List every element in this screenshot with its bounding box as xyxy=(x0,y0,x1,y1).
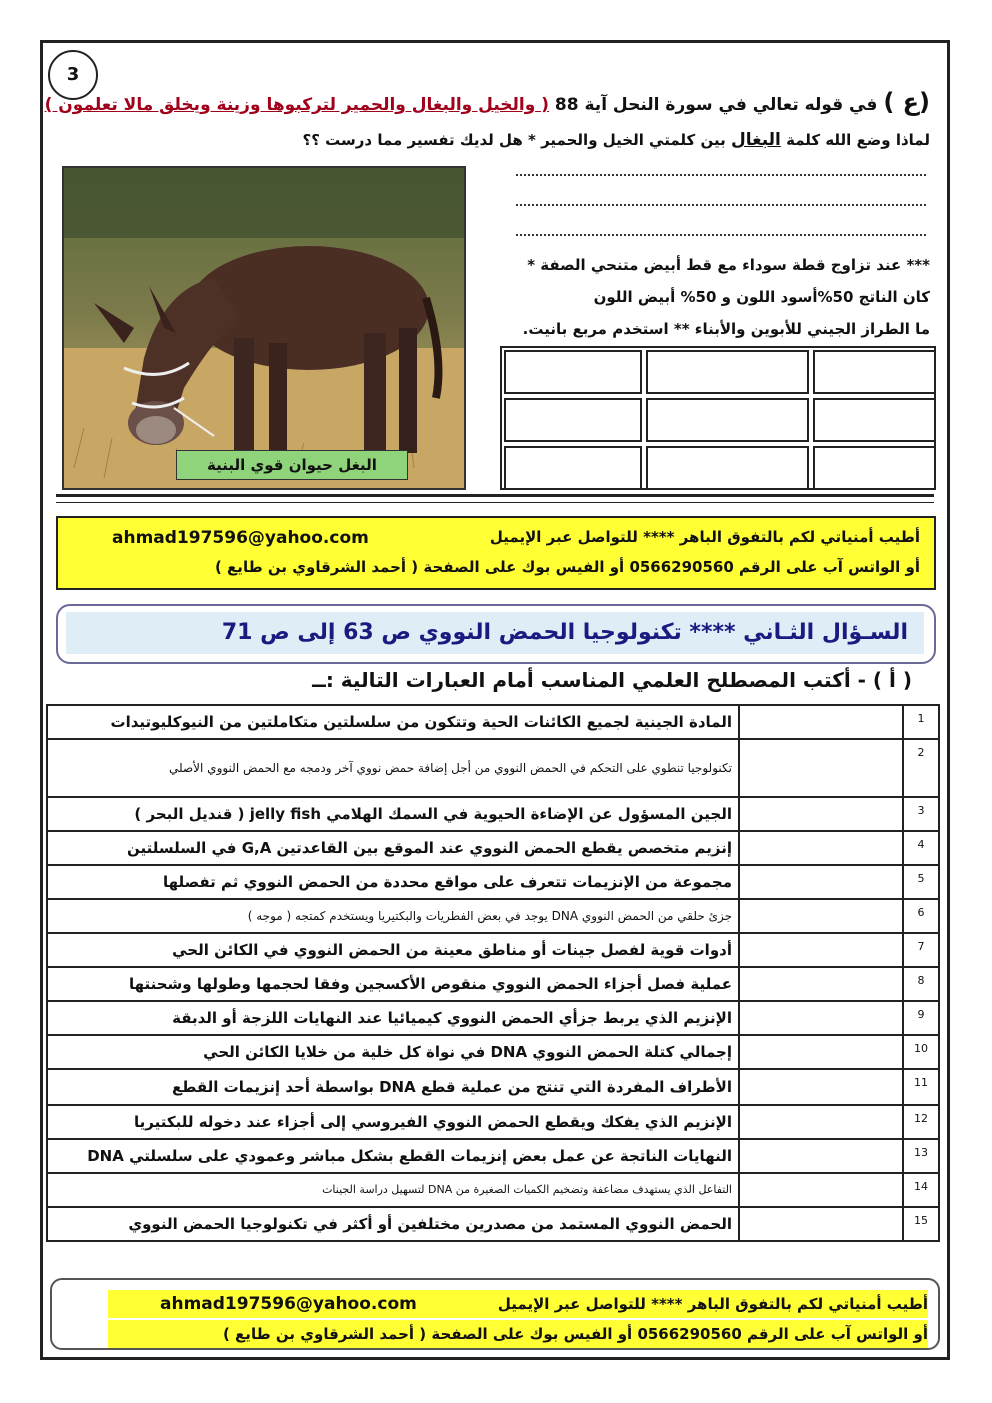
answer-dotted-line[interactable] xyxy=(516,234,926,236)
statement: الحمض النووي المستمد من مصدرين مختلفين أو أكثر في تكنولوجيا الحمض النووي xyxy=(47,1207,739,1241)
statement: النهايات الناتجة عن عمل بعض إنزيمات القطع بشكل مباشر وعمودي على سلسلتي DNA xyxy=(47,1139,739,1173)
answer-cell[interactable] xyxy=(739,1001,903,1035)
punnett-cell[interactable] xyxy=(813,350,936,394)
punnett-cell[interactable] xyxy=(504,398,642,442)
table-row xyxy=(47,899,939,933)
cat-problem-line1: *** عند تزاوج قطة سوداء مع قط أبيض متنحي الصفة * xyxy=(527,256,930,274)
row-number: 5 xyxy=(903,865,939,899)
statement: الجين المسؤول عن الإضاءة الحيوية في السمك الهلامي jelly fish ( قنديل البحر ) xyxy=(47,797,739,831)
question-two-title: السـؤال الثـاني **** تكنولوجيا الحمض النووي ص 63 إلى ص 71 xyxy=(66,612,924,654)
mule-illustration xyxy=(64,168,464,488)
table-row xyxy=(47,1001,939,1035)
row-number: 9 xyxy=(903,1001,939,1035)
table-row xyxy=(47,1207,939,1241)
cat-problem-line2: كان الناتج 50%أسود اللون و 50% أبيض اللون xyxy=(593,288,930,306)
mule-question-post: بين كلمتي الخيل والحمير * هل لديك تفسير مما درست ؟؟ xyxy=(302,131,726,149)
row-number: 12 xyxy=(903,1105,939,1139)
mule-photo xyxy=(62,166,466,490)
row-number: 4 xyxy=(903,831,939,865)
contact-greeting-row xyxy=(108,1290,928,1318)
table-row xyxy=(47,797,939,831)
terms-table xyxy=(46,704,940,1242)
table-row xyxy=(47,831,939,865)
punnett-square xyxy=(500,346,936,490)
table-row xyxy=(47,865,939,899)
mule-question xyxy=(80,130,930,150)
statement: جزئ حلقي من الحمض النووي DNA يوجد في بعض الفطريات والبكتيريا ويستخدم كمتجه ( موجه ) xyxy=(47,899,739,933)
statement: عملية فصل أجزاء الحمض النووي منقوص الأكسجين وفقا لحجمها وطولها وشحنتها xyxy=(47,967,739,1001)
statement: الأطراف المفردة التي تنتج من عملية قطع DNA بواسطة أحد إنزيمات القطع xyxy=(47,1069,739,1105)
page-number: 3 xyxy=(48,50,98,100)
row-number: 10 xyxy=(903,1035,939,1069)
table-row xyxy=(47,933,939,967)
answer-cell[interactable] xyxy=(739,831,903,865)
contact-whatsapp: أو الواتس آب على الرقم 0566290560 أو الفيس بوك على الصفحة ( أحمد الشرقاوي بن طايع ) xyxy=(214,558,920,576)
punnett-cell[interactable] xyxy=(646,398,809,442)
statement: إجمالي كتلة الحمض النووي DNA في نواة كل خلية من خلايا الكائن الحي xyxy=(47,1035,739,1069)
answer-cell[interactable] xyxy=(739,865,903,899)
contact-greeting: أطيب أمنياتي لكم بالتفوق الباهر **** للتواصل عبر الإيميل xyxy=(489,528,920,546)
statement: الإنزيم الذي يربط جزأي الحمض النووي كيميائيا عند النهايات اللزجة أو الدبقة xyxy=(47,1001,739,1035)
verse-intro: في قوله تعالي في سورة النحل آية 88 xyxy=(554,95,878,115)
answer-dotted-line[interactable] xyxy=(516,174,926,176)
row-number: 14 xyxy=(903,1173,939,1207)
table-row xyxy=(47,1035,939,1069)
answer-cell[interactable] xyxy=(739,797,903,831)
row-number: 2 xyxy=(903,739,939,797)
row-number: 1 xyxy=(903,705,939,739)
table-row xyxy=(47,1173,939,1207)
answer-cell[interactable] xyxy=(739,967,903,1001)
punnett-cell[interactable] xyxy=(504,350,642,394)
contact-email[interactable]: ahmad197596@yahoo.com xyxy=(160,1294,417,1314)
answer-cell[interactable] xyxy=(739,1035,903,1069)
answer-cell[interactable] xyxy=(739,1207,903,1241)
mule-question-pre: لماذا وضع الله كلمة xyxy=(786,131,930,149)
verse-line xyxy=(44,88,930,116)
row-number: 11 xyxy=(903,1069,939,1105)
punnett-cell[interactable] xyxy=(813,446,936,490)
contact-greeting-row xyxy=(72,528,920,546)
row-number: 3 xyxy=(903,797,939,831)
contact-whatsapp: أو الواتس آب على الرقم 0566290560 أو الفيس بوك على الصفحة ( أحمد الشرقاوي بن طايع ) xyxy=(108,1320,928,1348)
cat-problem-line3: ما الطراز الجيني للأبوين والأبناء ** استخدم مربع بانيت. xyxy=(522,320,930,338)
section-divider xyxy=(56,502,934,503)
answer-cell[interactable] xyxy=(739,1139,903,1173)
punnett-cell[interactable] xyxy=(646,350,809,394)
punnett-cell[interactable] xyxy=(504,446,642,490)
verse-text: ( والخيل والبغال والحمير لتركبوها وزينة ويخلق مالا تعلمون ) xyxy=(44,95,549,115)
statement: مجموعة من الإنزيمات تتعرف على مواقع محددة من الحمض النووي ثم تفصلها xyxy=(47,865,739,899)
row-number: 8 xyxy=(903,967,939,1001)
answer-cell[interactable] xyxy=(739,899,903,933)
question-letter: (ع ) xyxy=(883,88,930,116)
table-row xyxy=(47,967,939,1001)
punnett-cell[interactable] xyxy=(646,446,809,490)
statement: تكنولوجيا تنطوي على التحكم في الحمض النووي من أجل إضافة حمض نووي آخر ودمجه مع الحمض النووي الأصلي xyxy=(47,739,739,797)
row-number: 13 xyxy=(903,1139,939,1173)
answer-cell[interactable] xyxy=(739,933,903,967)
answer-dotted-line[interactable] xyxy=(516,204,926,206)
mule-word: البغال xyxy=(730,130,781,150)
answer-cell[interactable] xyxy=(739,1105,903,1139)
contact-box xyxy=(56,516,936,590)
answer-cell[interactable] xyxy=(739,1069,903,1105)
statement: أدوات قوية لفصل جينات أو مناطق معينة من الحمض النووي في الكائن الحي xyxy=(47,933,739,967)
table-row xyxy=(47,705,939,739)
punnett-cell[interactable] xyxy=(813,398,936,442)
statement: التفاعل الذي يستهدف مضاعفة وتضخيم الكميات الصغيرة من DNA لتسهيل دراسة الجينات xyxy=(47,1173,739,1207)
section-a-title: ( أ ) - أكتب المصطلح العلمي المناسب أمام العبارات التالية :ــ xyxy=(312,668,912,692)
row-number: 6 xyxy=(903,899,939,933)
statement: المادة الجينية لجميع الكائنات الحية وتتكون من سلسلتين متكاملتين من النيوكليوتيدات xyxy=(47,705,739,739)
answer-cell[interactable] xyxy=(739,739,903,797)
contact-box-footer xyxy=(50,1278,940,1350)
table-row xyxy=(47,1105,939,1139)
question-two-header xyxy=(56,604,936,664)
photo-caption: البغل حيوان قوي البنية xyxy=(176,450,408,480)
section-divider xyxy=(56,494,934,497)
row-number: 7 xyxy=(903,933,939,967)
answer-cell[interactable] xyxy=(739,705,903,739)
table-row xyxy=(47,1069,939,1105)
table-row xyxy=(47,739,939,797)
answer-cell[interactable] xyxy=(739,1173,903,1207)
contact-email[interactable]: ahmad197596@yahoo.com xyxy=(112,528,369,548)
table-row xyxy=(47,1139,939,1173)
statement: الإنزيم الذي يفكك ويقطع الحمض النووي الفيروسي إلى أجزاء عند دخوله للبكتيريا xyxy=(47,1105,739,1139)
statement: إنزيم متخصص يقطع الحمض النووي عند الموقع بين القاعدتين G,A في السلسلتين xyxy=(47,831,739,865)
contact-greeting: أطيب أمنياتي لكم بالتفوق الباهر **** للتواصل عبر الإيميل xyxy=(497,1295,928,1313)
row-number: 15 xyxy=(903,1207,939,1241)
